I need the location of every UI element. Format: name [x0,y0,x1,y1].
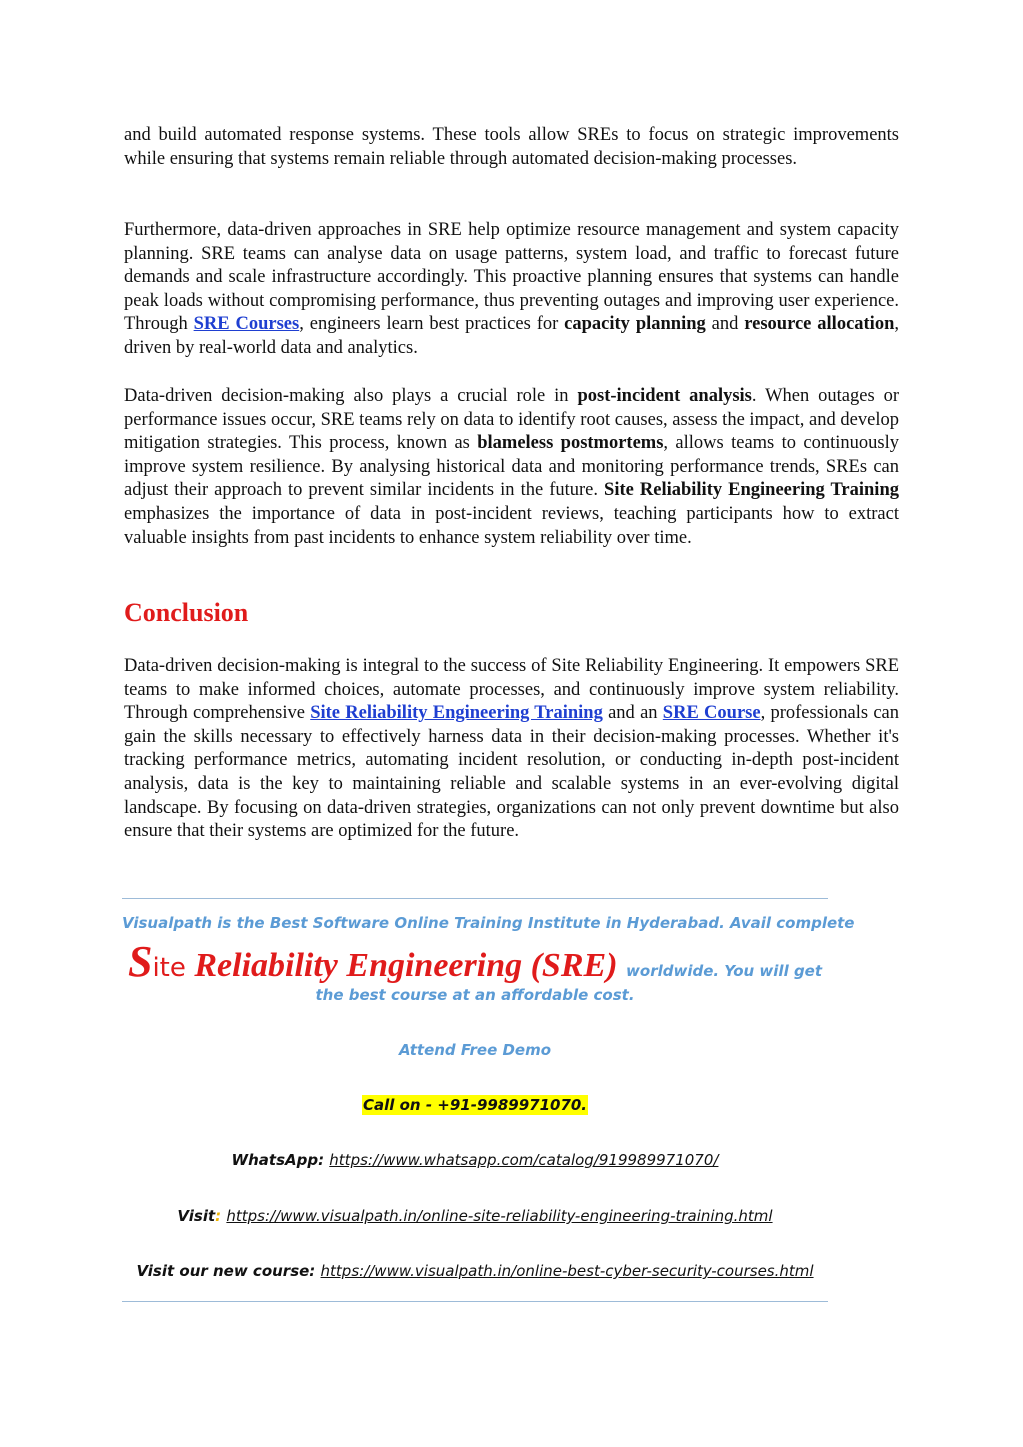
text-segment: emphasizes the importance of data in post-incident reviews, teaching participants how to extract valuable insights from past incidents to enhance system reliability over time. [124,503,899,548]
bold-sre-training: Site Reliability Engineering Training [604,480,899,501]
text-segment: , allows teams to continuously improve system resilience. By analysing historical data and monitoring performance trends, SREs can adjust their approach to prevent similar incidents in the future. [124,433,899,501]
footer-divider-top [122,898,828,899]
footer-whatsapp-line [122,1151,828,1169]
footer-new-course-line [122,1262,828,1280]
title-initial-s: S [127,937,153,986]
text-segment: , driven by real-world data and analytics. [124,314,899,358]
footer-affordable-line: the best course at an affordable cost. [315,986,635,1004]
bold-post-incident-analysis: post-incident analysis [577,386,752,406]
visit-label: Visit [177,1207,216,1225]
text-segment: . When outages or performance issues occur, SRE teams rely on data to identify root causes, assess the impact, and develop mitigation strategies. This process, known as [124,386,900,454]
conclusion-heading: Conclusion [124,598,249,627]
text-segment: Data-driven decision-making is integral to the success of Site Reliability Engineering. It empowers SRE teams to make informed choices, automate processes, and continuously improve system reliability. Through comprehensive [124,656,899,724]
bold-capacity-planning: capacity planning [564,314,706,335]
footer-institute-line: Visualpath is the Best Software Online Training Institute in Hyderabad. Avail complete [122,914,855,932]
sre-training-link[interactable]: Site Reliability Engineering Training [310,703,603,724]
new-course-link[interactable]: https://www.visualpath.in/online-best-cyber-security-courses.html [320,1262,814,1280]
title-worldwide: worldwide. You will get [626,962,823,980]
paragraph-conclusion [124,655,899,844]
whatsapp-link[interactable]: https://www.whatsapp.com/catalog/919989971070/ [329,1151,719,1169]
visit-colon: : [215,1207,227,1225]
title-ite: ite [152,953,186,983]
visit-link[interactable]: https://www.visualpath.in/online-site-reliability-engineering-training.html [226,1207,773,1225]
text-segment: and [705,314,745,335]
text-segment: and an [602,703,663,724]
text-segment: , professionals can gain the skills necessary to effectively harness data in their decision-making processes. Whether it's tracking performance metrics, automating incident resolution, or conducting in-depth post-incident analysis, data is the key to maintaining reliable and scalable systems in an ever-evolving digital landscape. By focusing on data-driven strategies, organizations can not only prevent downtime but also ensure that their systems are optimized for the future. [124,703,900,842]
bold-blameless-postmortems: blameless postmortems [477,433,664,454]
whatsapp-label: WhatsApp: [231,1151,330,1169]
attend-free-demo: Attend Free Demo [398,1041,552,1059]
title-sre: Reliability Engineering (SRE) [185,947,627,984]
text-segment: Data-driven decision-making also plays a crucial role in [124,386,578,406]
paragraph-post-incident [124,385,899,550]
footer-course-title [122,937,828,991]
footer-visit-line [122,1207,828,1225]
text-segment: , engineers learn best practices for [299,314,565,335]
text-segment: Furthermore, data-driven approaches in SRE help optimize resource management and system capacity planning. SRE teams can analyse data on usage patterns, system load, and traffic to forecast future demands and scale infrastructure accordingly. This proactive planning ensures that systems can handle peak loads without compromising performance, thus preventing outages and improving user experience. Through [124,220,899,335]
footer-call-line [122,1096,828,1114]
footer-divider-bottom [122,1301,828,1302]
bold-resource-allocation: resource allocation [744,314,895,335]
sre-course-link[interactable]: SRE Course [662,703,761,724]
paragraph-automated-response: and build automated response systems. These tools allow SREs to focus on strategic improvements while ensuring that systems remain reliable through automated decision-making processes. [124,125,899,169]
call-number-highlight: Call on - +91-9989971070. [362,1096,588,1114]
sre-courses-link[interactable]: SRE Courses [193,314,300,335]
paragraph-resource-management [124,219,899,361]
new-course-label: Visit our new course: [136,1262,321,1280]
